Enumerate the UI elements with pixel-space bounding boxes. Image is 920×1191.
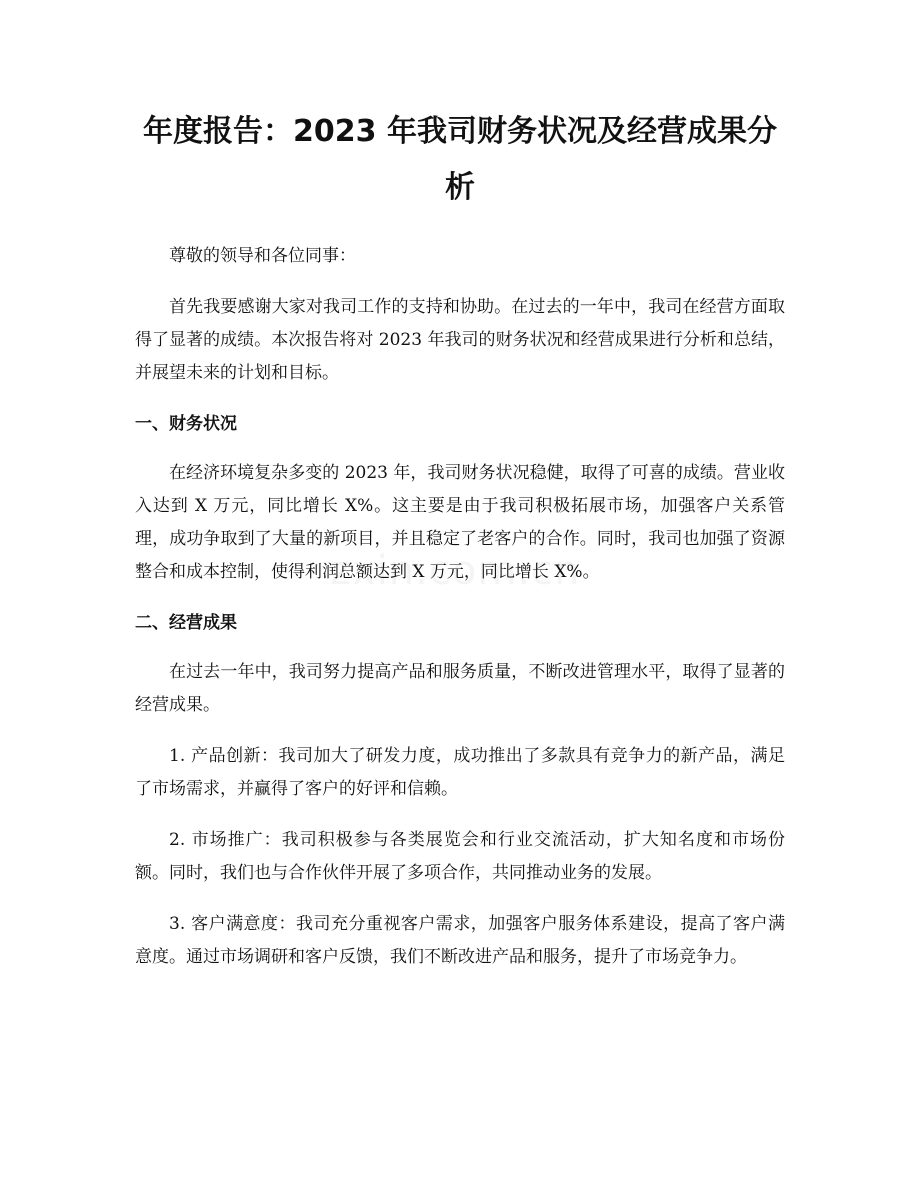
operations-item-marketing: 2. 市场推广：我司积极参与各类展览会和行业交流活动，扩大知名度和市场份额。同时，我们也与合作伙伴开展了多项合作，共同推动业务的发展。 (135, 830, 785, 883)
intro-paragraph: 首先我要感谢大家对我司工作的支持和协助。在过去的一年中，我司在经营方面取得了显著的成绩。本次报告将对 2023 年我司的财务状况和经营成果进行分析和总结，并展望未来的计划和目标。 (135, 297, 785, 383)
operations-item-product-innovation: 1. 产品创新：我司加大了研发力度，成功推出了多款具有竞争力的新产品，满足了市场需求，并赢得了客户的好评和信赖。 (135, 746, 785, 799)
finance-paragraph: 在经济环境复杂多变的 2023 年，我司财务状况稳健，取得了可喜的成绩。营业收入达到 X 万元，同比增长 X%。这主要是由于我司积极拓展市场，加强客户关系管理，成功争取到了大量的新项目，并且稳定了老客户的合作。同时，我司也加强了资源整合和成本控制，使得利润总额达到 X 万元，同比增长 X%。 (135, 463, 785, 582)
section-heading-finance: 一、财务状况 (135, 414, 237, 434)
document-title: 年度报告：2023 年我司财务状况及经营成果分析 (143, 114, 777, 205)
greeting: 尊敬的领导和各位同事： (169, 246, 356, 266)
operations-intro-paragraph: 在过去一年中，我司努力提高产品和服务质量，不断改进管理水平，取得了显著的经营成果。 (135, 662, 785, 715)
section-heading-operations: 二、经营成果 (135, 613, 237, 633)
operations-item-customer-satisfaction: 3. 客户满意度：我司充分重视客户需求，加强客户服务体系建设，提高了客户满意度。通过市场调研和客户反馈，我们不断改进产品和服务，提升了市场竞争力。 (135, 914, 785, 967)
